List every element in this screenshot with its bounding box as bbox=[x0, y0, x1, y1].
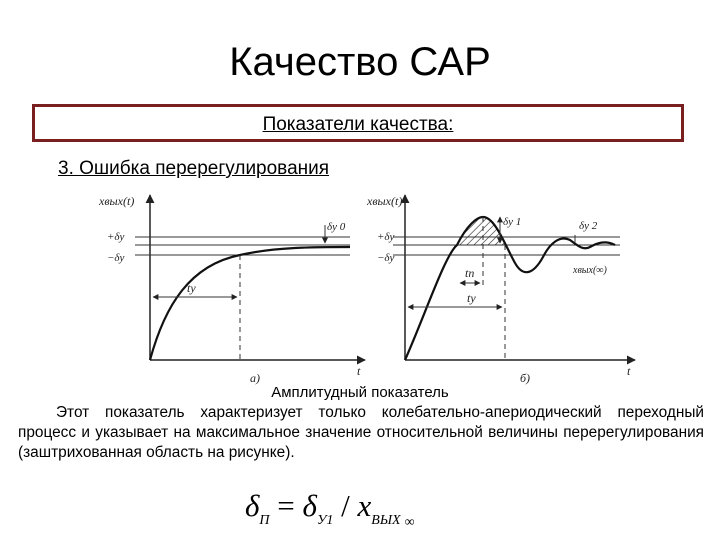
section-heading: 3. Ошибка перерегулирования bbox=[58, 158, 330, 179]
formula-equals: = bbox=[269, 488, 303, 523]
right-t-label: t bbox=[627, 364, 631, 378]
left-panel bbox=[98, 194, 365, 385]
right-ty-label: ty bbox=[467, 291, 476, 305]
transient-response-graphs bbox=[95, 185, 650, 385]
formula-rhs1-sub: У1 bbox=[316, 513, 334, 528]
right-response-curve bbox=[405, 217, 615, 360]
slide-title: Качество САР bbox=[229, 40, 491, 84]
left-upper-label: +δy bbox=[107, 231, 125, 243]
right-panel bbox=[366, 194, 635, 385]
left-t-label: t bbox=[357, 364, 361, 378]
formula-rhs1: δ bbox=[302, 488, 317, 523]
figure-caption: Амплитудный показатель bbox=[271, 384, 449, 401]
formula-rhs2: x bbox=[357, 488, 372, 523]
left-response-curve bbox=[150, 247, 350, 360]
right-delta1-label: δy 1 bbox=[503, 216, 522, 228]
quality-indicators-banner bbox=[32, 104, 684, 142]
banner-label: Показатели качества: bbox=[262, 114, 454, 135]
left-panel-label: a) bbox=[250, 371, 260, 385]
transient-response-figure bbox=[95, 185, 650, 385]
formula-slash: / bbox=[333, 488, 358, 523]
formula-lhs: δ bbox=[245, 488, 260, 523]
left-y-label: xвых(t) bbox=[99, 194, 135, 208]
left-ty-label: ty bbox=[187, 281, 196, 295]
formula-infinity: ∞ bbox=[404, 515, 415, 530]
right-lower-label: −δy bbox=[377, 252, 395, 264]
right-panel-label: б) bbox=[520, 371, 531, 385]
overshoot-formula bbox=[245, 488, 415, 528]
formula-rhs2-sub: ВЫХ bbox=[371, 513, 401, 528]
right-upper-label: +δy bbox=[377, 231, 395, 243]
right-y-label: xвых(t) bbox=[367, 194, 403, 208]
description-paragraph: Этот показатель характеризует только колебательно-апериодический переходный процесс и указывает на максимальное значение относительной величины перерегулирования (заштрихованная область на рисунке). bbox=[18, 404, 704, 461]
right-tn-label: tп bbox=[465, 266, 475, 280]
right-delta2-label: δy 2 bbox=[579, 220, 598, 232]
formula-lhs-sub: П bbox=[259, 513, 270, 528]
left-lower-label: −δy bbox=[107, 252, 125, 264]
right-steady-label: xвых(∞) bbox=[573, 265, 607, 276]
left-delta-label: δy 0 bbox=[327, 221, 346, 233]
